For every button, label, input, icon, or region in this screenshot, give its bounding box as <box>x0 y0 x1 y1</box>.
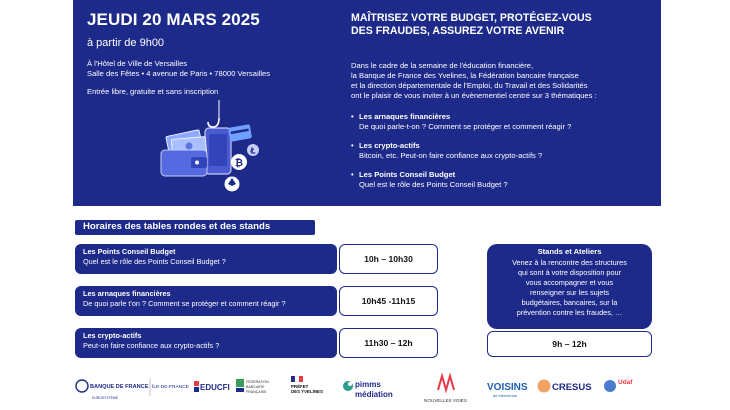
svg-text:EUROSYSTÈME: EUROSYSTÈME <box>92 396 118 400</box>
svg-text:₿: ₿ <box>234 158 244 169</box>
stands-time: 9h – 12h <box>487 331 652 357</box>
svg-text:PRÉFET: PRÉFET <box>291 384 309 389</box>
schedule-row-topic: Les Points Conseil Budget Quel est le rôle des Points Conseil Budget ? <box>75 244 337 274</box>
svg-text:Udaf: Udaf <box>618 379 633 386</box>
svg-text:CRESUS: CRESUS <box>552 382 592 393</box>
event-entry-info: Entrée libre, gratuite et sans inscription <box>87 87 219 96</box>
svg-text:FÉDÉRATION: FÉDÉRATION <box>246 380 269 384</box>
banque-de-france-logo <box>75 372 147 408</box>
intro-paragraph: Dans le cadre de la semaine de l'éducation financière, la Banque de France des Yvelines, la Fédération bancaire française et la direction départementale de l'Emploi, du Travail et des Solidarités ont le plaisir de vous inviter à un évènementiel centré sur 3 thématiques : <box>351 61 597 100</box>
pimms-mediation-logo <box>341 372 411 408</box>
schedule-row-topic: Les crypto-actifs Peut-on faire confiance aux crypto-actifs ? <box>75 328 337 358</box>
svg-text:Ł: Ł <box>250 146 256 156</box>
svg-text:BANCAIRE: BANCAIRE <box>246 385 265 389</box>
wallet-icon <box>161 150 207 176</box>
udaf-logo <box>601 372 641 408</box>
svg-text:VOISINS: VOISINS <box>487 382 528 393</box>
schedule-title: Horaires des tables rondes et des stands <box>75 220 315 235</box>
credit-card-icon <box>228 124 252 142</box>
litecoin-coin-icon <box>247 144 259 156</box>
svg-text:BANQUE DE FRANCE: BANQUE DE FRANCE <box>90 384 149 390</box>
svg-text:ÎLE-DE-FRANCE: ÎLE-DE-FRANCE <box>152 385 189 390</box>
theme-item: • Les Points Conseil Budget Quel est le rôle des Points Conseil Budget ? <box>351 170 508 189</box>
cresus-logo <box>536 372 592 408</box>
voisins-logo <box>485 372 531 408</box>
event-venue: À l'Hôtel de Ville de Versailles <box>87 59 188 68</box>
svg-text:médiation: médiation <box>355 390 393 399</box>
theme-item: • Les arnaques financières De quoi parle-t-on ? Comment se protéger et comment réagir ? <box>351 112 572 131</box>
svg-text:EDUCFI: EDUCFI <box>200 383 230 392</box>
schedule-row-time: 11h30 – 12h <box>339 328 438 358</box>
event-date: JEUDI 20 MARS 2025 <box>87 10 260 29</box>
prefet-yvelines-logo <box>289 372 329 408</box>
svg-text:DES YVELINES: DES YVELINES <box>291 389 323 394</box>
bitcoin-coin-icon <box>231 154 247 170</box>
svg-text:de bienvenue: de bienvenue <box>493 393 518 398</box>
fbf-logo <box>235 372 281 408</box>
phone-icon <box>205 128 231 174</box>
event-address: Salle des Fêtes • 4 avenue de Paris • 78000 Versailles <box>87 69 271 78</box>
finance-illustration <box>155 100 265 195</box>
svg-text:NOUVELLES VOIES: NOUVELLES VOIES <box>424 398 467 403</box>
partner-logos <box>75 372 655 408</box>
ethereum-coin-icon <box>225 177 240 192</box>
schedule-row-time: 10h45 -11h15 <box>339 286 438 316</box>
ile-de-france-logo <box>149 372 189 408</box>
svg-text:pimms: pimms <box>355 380 381 389</box>
event-start-time: à partir de 9h00 <box>87 37 165 49</box>
nouvelles-voies-logo <box>418 372 476 408</box>
stands-box: Stands et Ateliers Venez à la rencontre des structures qui sont à votre disposition pour vous accompagner et vous renseigner sur les sujets budgétaires, bancaires, sur la prévention contre les fraudes, … <box>487 244 652 329</box>
schedule-row-time: 10h – 10h30 <box>339 244 438 274</box>
headline: MAÎTRISEZ VOTRE BUDGET, PROTÉGEZ-VOUS DES FRAUDES, ASSUREZ VOTRE AVENIR <box>351 12 592 37</box>
fishing-hook-icon <box>208 100 219 127</box>
svg-text:FRANÇAISE: FRANÇAISE <box>246 390 267 394</box>
schedule-row-topic: Les arnaques financières De quoi parle t'on ? Comment se protéger et comment réagir ? <box>75 286 337 316</box>
theme-item: • Les crypto-actifs Bitcoin, etc. Peut-on faire confiance aux crypto-actifs ? <box>351 141 543 160</box>
educfi-logo <box>193 372 233 408</box>
